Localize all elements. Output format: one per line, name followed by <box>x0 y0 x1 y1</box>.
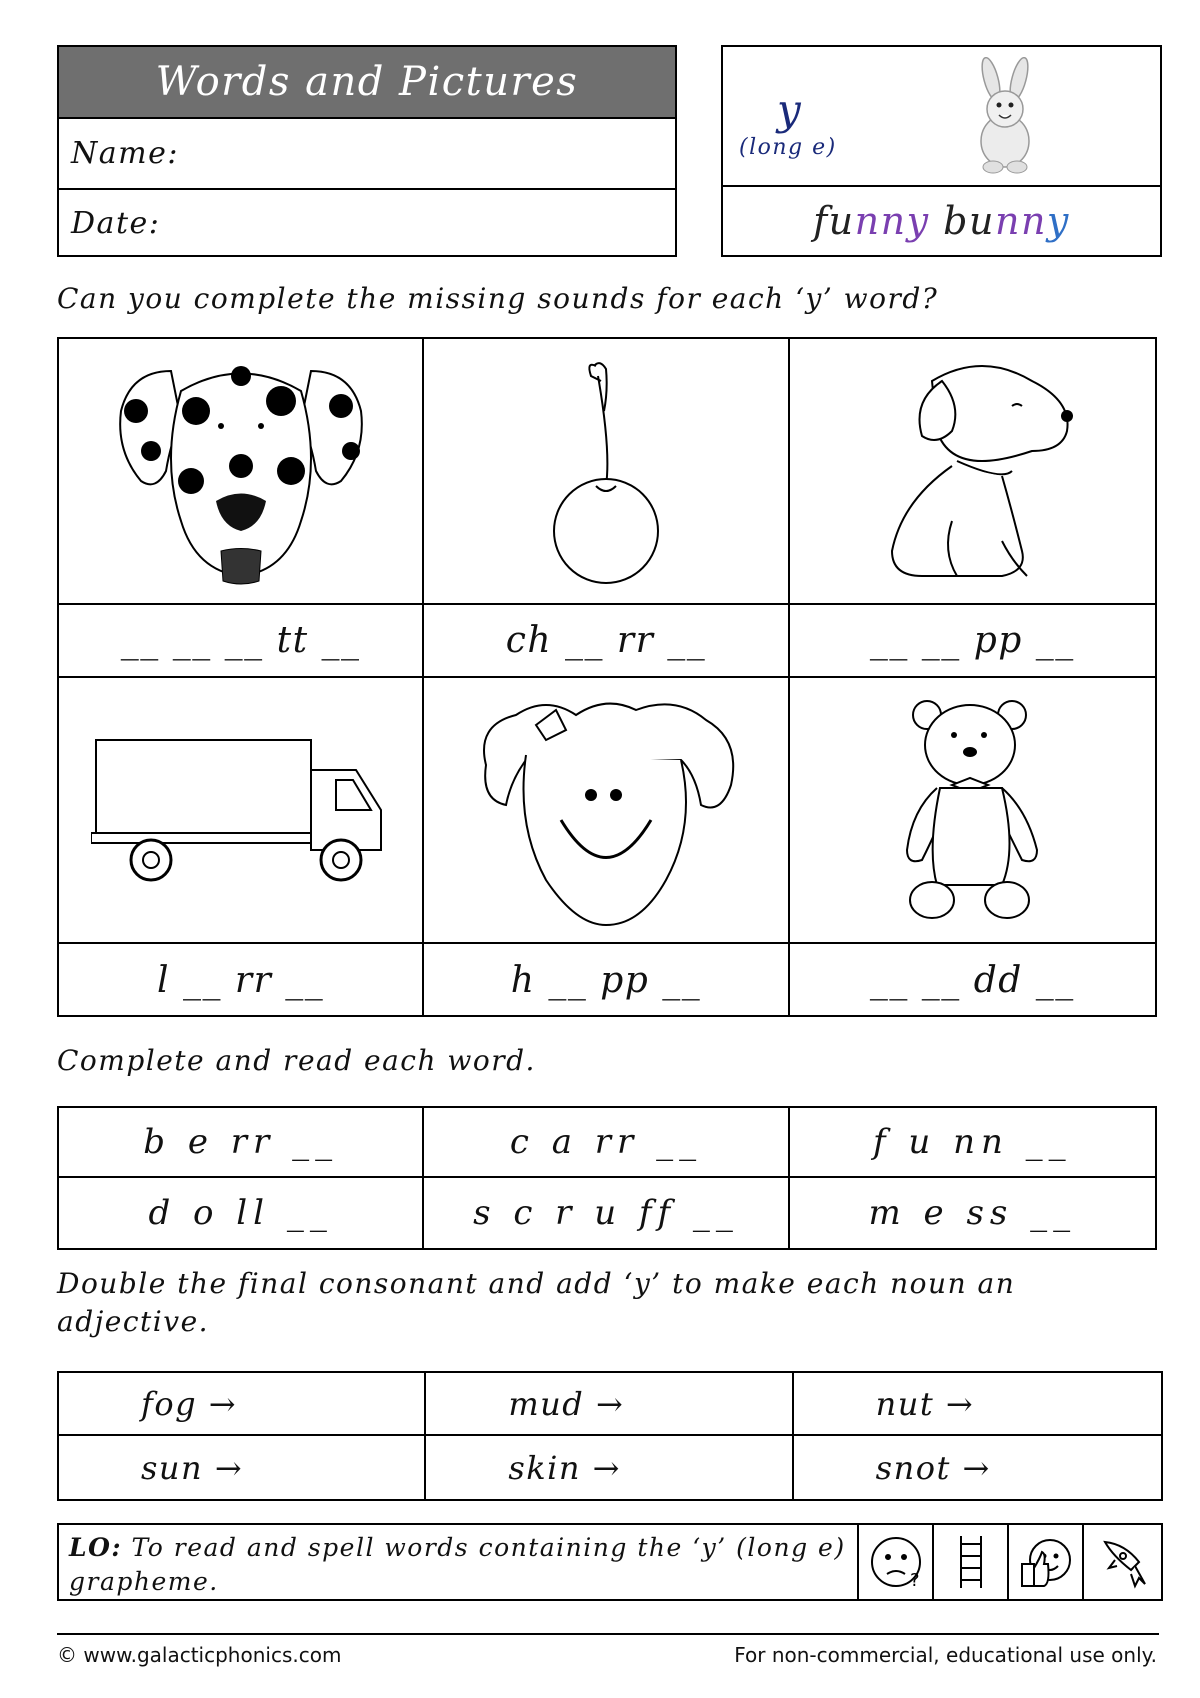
missing-sounds-word: __ __ __ tt __ <box>59 605 424 678</box>
teddy-bear-icon <box>892 690 1052 930</box>
noun-to-adjective: snot → <box>875 1448 991 1487</box>
footer-rule <box>57 1633 1159 1635</box>
noun-to-adjective: nut → <box>794 1373 1161 1436</box>
lo-description: To read and spell words containing the ‘y’ (long e) grapheme. <box>69 1533 846 1596</box>
noun-to-adjective: sun → <box>59 1436 426 1499</box>
example-word-segment: fu <box>813 199 855 243</box>
name-label: Name: <box>71 136 179 171</box>
complete-word: f u nn __ <box>790 1108 1155 1178</box>
complete-word: c a rr __ <box>424 1108 789 1178</box>
lorry-icon <box>91 735 391 885</box>
noun-to-adjective: mud → <box>426 1373 793 1436</box>
date-field[interactable] <box>59 188 675 257</box>
footer-usage-note: For non-commercial, educational use only. <box>734 1643 1157 1667</box>
thumbs-up-icon[interactable] <box>1009 1525 1084 1599</box>
lo-label: LO: <box>69 1533 123 1562</box>
worksheet-title: Words and Pictures <box>59 47 675 119</box>
missing-sounds-word: __ __ dd __ <box>869 960 1075 1001</box>
picture-cell <box>790 678 1155 944</box>
learning-objective <box>57 1523 1163 1601</box>
complete-word-grid <box>57 1106 1157 1250</box>
date-label: Date: <box>71 206 161 241</box>
example-word-segment: bu <box>929 199 995 243</box>
picture-cell <box>790 339 1155 605</box>
lo-text <box>59 1525 859 1599</box>
picture-cell <box>59 678 424 944</box>
section1-instruction: Can you complete the missing sounds for each ‘y’ word? <box>57 282 939 315</box>
grapheme-panel <box>721 45 1162 257</box>
example-word-segment: y <box>1046 199 1070 243</box>
complete-word: m e ss __ <box>868 1193 1077 1233</box>
adjective-grid <box>57 1371 1163 1501</box>
worksheet-header <box>57 45 677 257</box>
happy-face-icon <box>466 685 746 935</box>
section2-instruction: Complete and read each word. <box>57 1044 536 1077</box>
name-field[interactable] <box>59 119 675 188</box>
bunny-icon <box>961 57 1051 177</box>
missing-sounds-word: l __ rr __ <box>59 944 424 1017</box>
picture-cell <box>59 339 424 605</box>
complete-word: s c r u ff __ <box>424 1178 789 1248</box>
spotted-dog-icon <box>111 351 371 591</box>
picture-cell <box>424 678 789 944</box>
grapheme-letter: y <box>777 85 803 134</box>
confused-face-icon[interactable] <box>859 1525 934 1599</box>
svg-text:?: ? <box>909 1570 920 1590</box>
noun-to-adjective: fog → <box>59 1373 426 1436</box>
rocket-icon[interactable] <box>1084 1525 1161 1599</box>
grapheme-example <box>723 187 1160 255</box>
missing-sounds-word: ch __ rr __ <box>424 605 789 678</box>
complete-word: d o ll __ <box>59 1178 424 1248</box>
picture-cell <box>424 339 789 605</box>
footer-copyright: © www.galacticphonics.com <box>57 1643 342 1667</box>
grapheme-note: (long e) <box>739 135 837 160</box>
complete-word: b e rr __ <box>59 1108 424 1178</box>
example-word-segment: nny <box>854 199 930 243</box>
noun-to-adjective: skin → <box>426 1436 793 1499</box>
missing-sounds-word: h __ pp __ <box>424 944 789 1017</box>
puppy-icon <box>862 351 1082 591</box>
picture-grid <box>57 337 1157 1017</box>
example-word-segment: nn <box>994 199 1047 243</box>
section3-instruction: Double the final consonant and add ‘y’ to make each noun an adjective. <box>57 1267 1016 1338</box>
ladder-icon[interactable] <box>934 1525 1009 1599</box>
cherry-icon <box>526 351 686 591</box>
missing-sounds-word: __ __ pp __ <box>790 605 1155 678</box>
